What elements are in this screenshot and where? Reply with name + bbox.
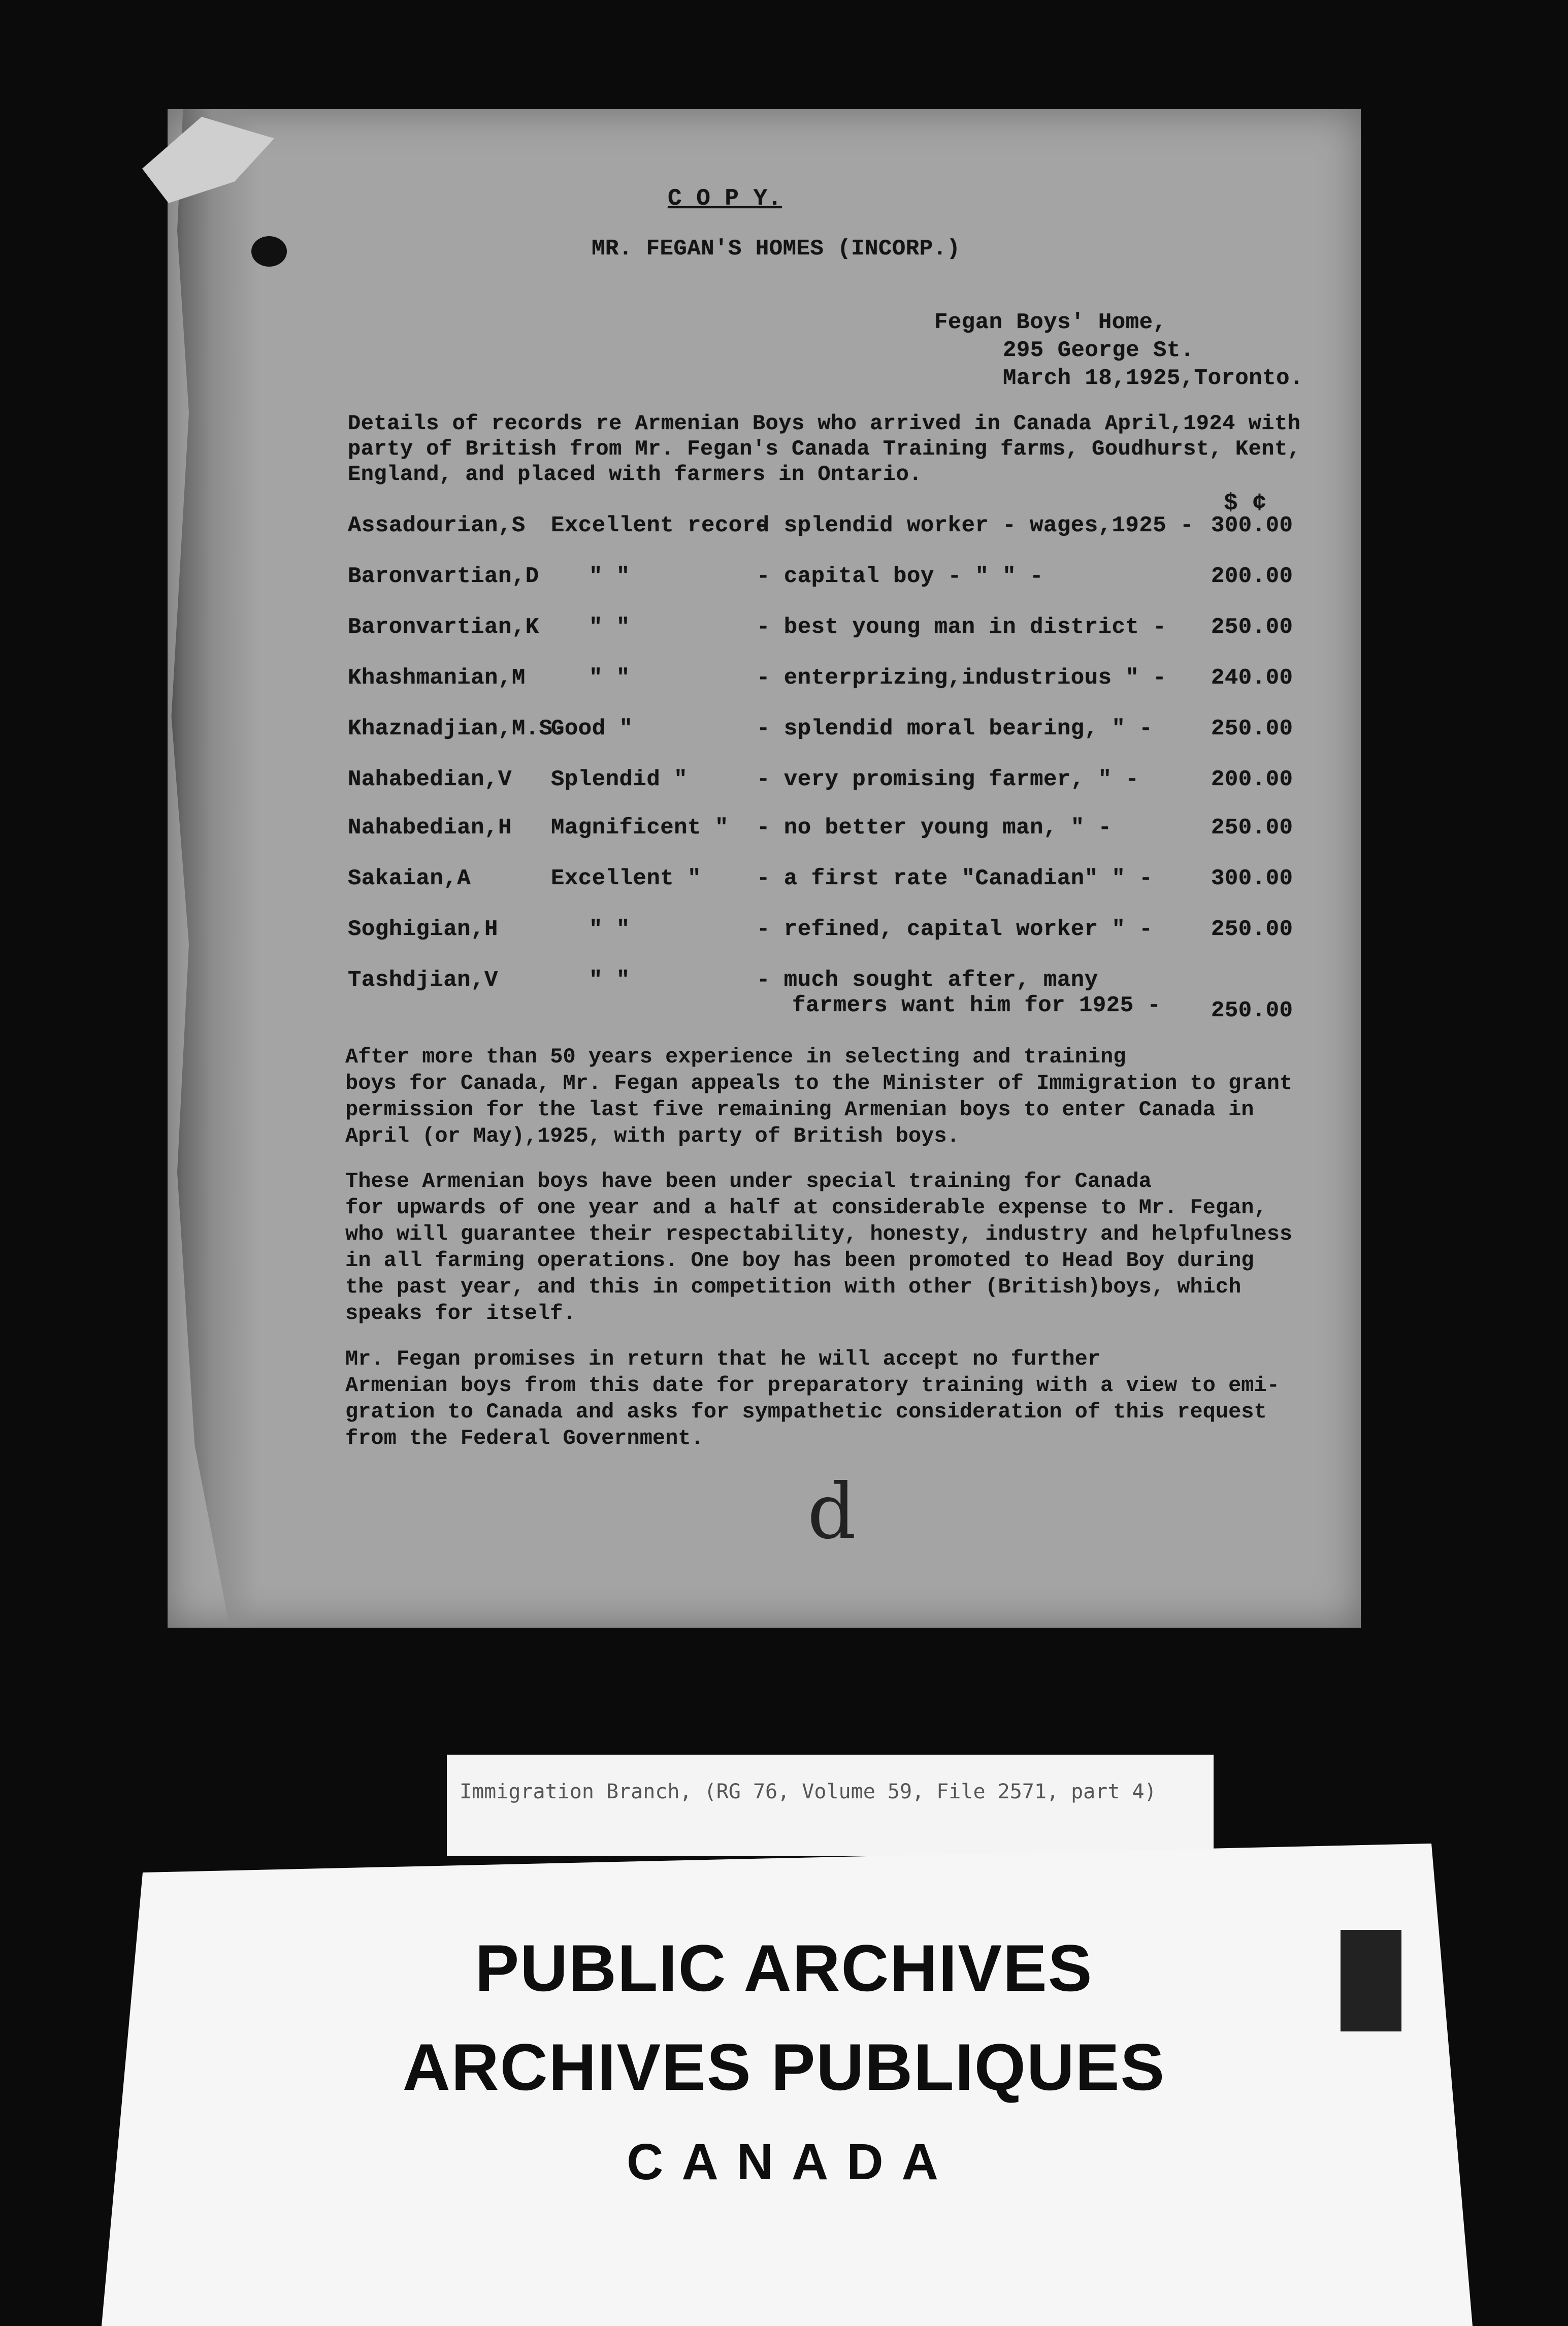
record-name: Nahabedian,H — [348, 815, 512, 841]
record-name: Nahabedian,V — [348, 767, 512, 792]
currency-header: $ ¢ — [1224, 490, 1267, 516]
punch-hole — [251, 236, 287, 267]
paragraph-line: speaks for itself. — [345, 1301, 576, 1326]
paragraph-line: These Armenian boys have been under special training for Canada — [345, 1169, 1152, 1193]
intro-line-3: England, and placed with farmers in Ontario. — [348, 462, 922, 487]
address-line-1: Fegan Boys' Home, — [934, 310, 1167, 335]
record-amount: 250.00 — [1211, 917, 1293, 942]
paragraph-line: who will guarantee their respectability, honesty, industry and helpfulness — [345, 1222, 1293, 1246]
record-rating: " " — [589, 665, 630, 691]
reference-label — [447, 1755, 1214, 1856]
paragraph-line: Mr. Fegan promises in return that he will accept no further — [345, 1347, 1101, 1371]
record-amount: 200.00 — [1211, 767, 1293, 792]
handwritten-mark: d — [807, 1468, 857, 1556]
record-rating: Excellent record — [551, 513, 770, 538]
archives-title-en: PUBLIC ARCHIVES — [475, 1931, 1093, 2005]
record-comment: - splendid moral bearing, " - — [757, 716, 1153, 741]
record-rating: " " — [589, 564, 630, 589]
copy-label: C O P Y. — [668, 185, 782, 212]
record-amount: 250.00 — [1211, 815, 1293, 841]
record-name: Soghigian,H — [348, 917, 498, 942]
paragraph-line: from the Federal Government. — [345, 1426, 704, 1450]
intro-line-1: Details of records re Armenian Boys who arrived in Canada April,1924 with — [348, 411, 1301, 436]
record-rating: Splendid " — [551, 767, 688, 792]
record-comment: - very promising farmer, " - — [757, 767, 1139, 792]
organization-title: MR. FEGAN'S HOMES (INCORP.) — [592, 236, 961, 262]
intro-line-2: party of British from Mr. Fegan's Canada Training farms, Goudhurst, Kent, — [348, 437, 1301, 461]
record-amount: 300.00 — [1211, 866, 1293, 891]
paragraph-line: in all farming operations. One boy has been promoted to Head Boy during — [345, 1248, 1254, 1273]
record-comment: - capital boy - " " - — [757, 564, 1043, 589]
archives-title-fr: ARCHIVES PUBLIQUES — [402, 2030, 1166, 2104]
record-name: Baronvartian,D — [348, 564, 539, 589]
record-comment: - splendid worker - wages,1925 - — [757, 513, 1194, 538]
record-amount: 250.00 — [1211, 716, 1293, 741]
address-date-line: March 18,1925,Toronto. — [1003, 366, 1303, 391]
record-comment: - enterprizing,industrious " - — [757, 665, 1167, 691]
paragraph-line: the past year, and this in competition with other (British)boys, which — [345, 1275, 1242, 1299]
record-amount: 240.00 — [1211, 665, 1293, 691]
record-amount: 250.00 — [1211, 998, 1293, 1023]
reference-text: Immigration Branch, (RG 76, Volume 59, File 2571, part 4) — [460, 1780, 1157, 1803]
record-rating: Excellent " — [551, 866, 701, 891]
record-comment-continued: farmers want him for 1925 - — [792, 993, 1161, 1018]
paragraph-line: After more than 50 years experience in selecting and training — [345, 1045, 1126, 1069]
record-name: Khashmanian,M — [348, 665, 526, 691]
record-rating: Good " — [551, 716, 633, 741]
record-comment: - refined, capital worker " - — [757, 917, 1153, 942]
record-amount: 250.00 — [1211, 615, 1293, 640]
record-rating: Magnificent " — [551, 815, 729, 841]
record-comment: - best young man in district - — [757, 615, 1167, 640]
paragraph-line: gration to Canada and asks for sympathetic consideration of this request — [345, 1400, 1267, 1424]
torn-paper-edge — [142, 109, 259, 1628]
record-name: Assadourian,S — [348, 513, 526, 538]
record-amount: 300.00 — [1211, 513, 1293, 538]
paragraph-line: Armenian boys from this date for preparatory training with a view to emi- — [345, 1373, 1280, 1398]
paragraph-line: April (or May),1925, with party of British boys. — [345, 1124, 960, 1148]
record-comment: - no better young man, " - — [757, 815, 1112, 841]
record-comment: - a first rate "Canadian" " - — [757, 866, 1153, 891]
record-name: Tashdjian,V — [348, 967, 498, 993]
record-amount: 200.00 — [1211, 564, 1293, 589]
paragraph-line: permission for the last five remaining Armenian boys to enter Canada in — [345, 1097, 1254, 1122]
record-rating: " " — [589, 967, 630, 993]
archives-country: C A N A D A — [627, 2134, 941, 2190]
record-name: Baronvartian,K — [348, 615, 539, 640]
record-rating: " " — [589, 917, 630, 942]
record-rating: " " — [589, 615, 630, 640]
record-comment: - much sought after, many — [757, 967, 1098, 993]
record-name: Khaznadjian,M.S. — [348, 716, 567, 741]
paragraph-line: for upwards of one year and a half at considerable expense to Mr. Fegan, — [345, 1196, 1267, 1220]
record-name: Sakaian,A — [348, 866, 471, 891]
address-line-2: 295 George St. — [1003, 338, 1194, 363]
paragraph-line: boys for Canada, Mr. Fegan appeals to the Minister of Immigration to grant — [345, 1071, 1293, 1095]
